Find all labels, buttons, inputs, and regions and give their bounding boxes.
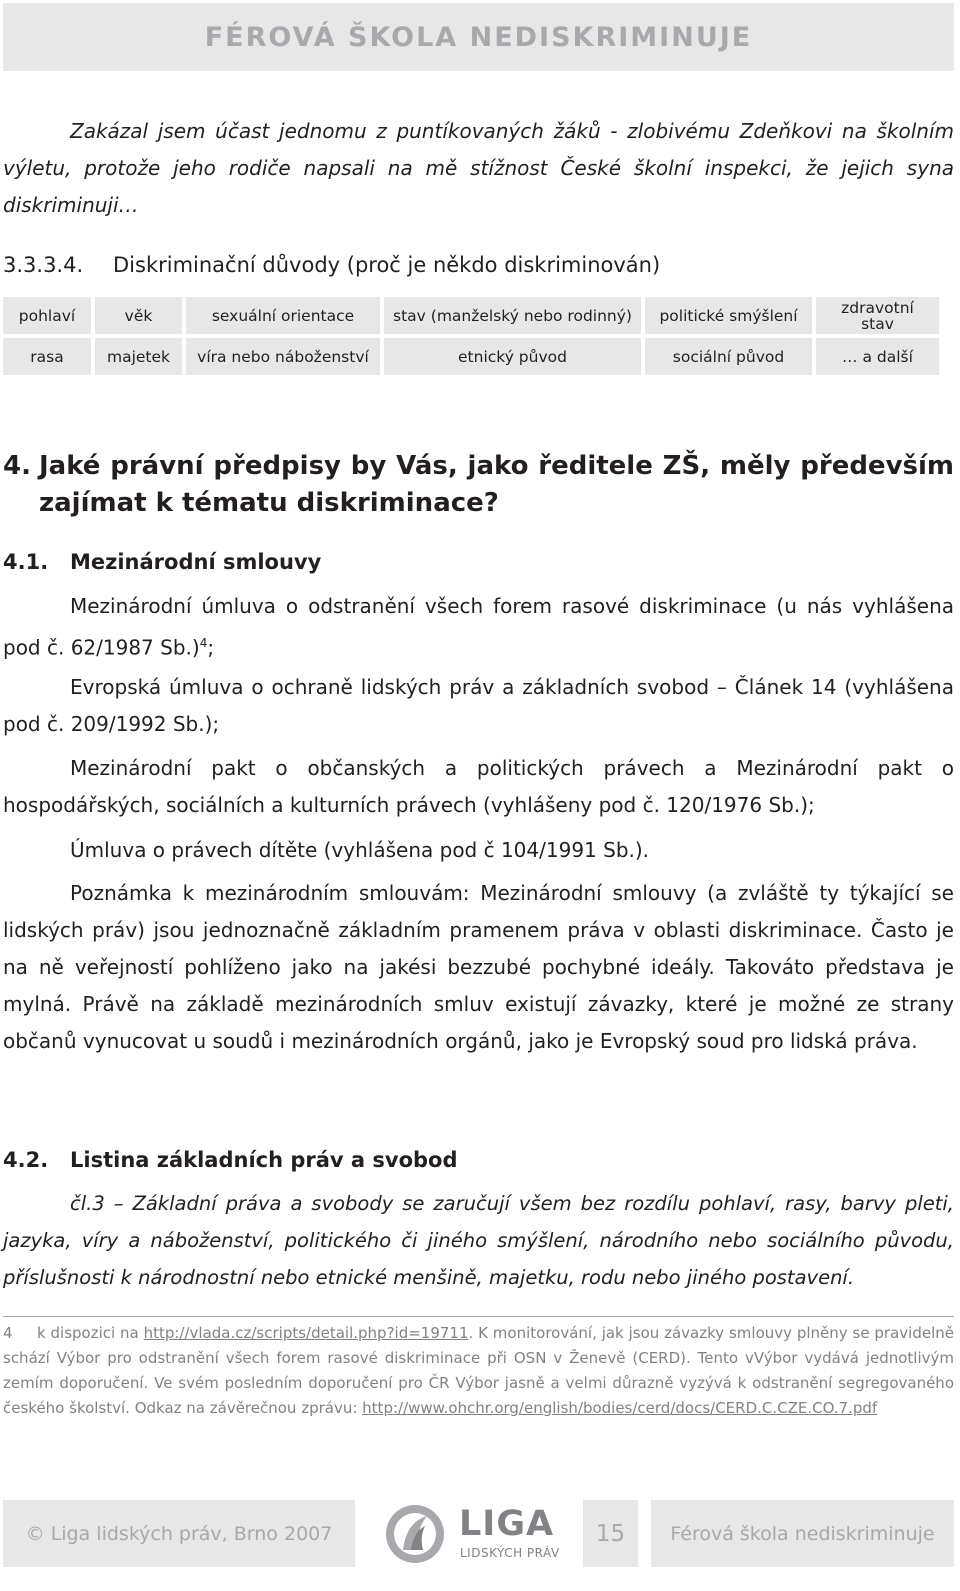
reasons-row: [3, 297, 954, 334]
section-title: Jaké právní předpisy by Vás, jako ředitele ZŠ, měly především zajímat k tématu diskriminace?: [39, 451, 954, 518]
reason-cell: sexuální orientace: [186, 297, 380, 334]
section-number: 4.1.: [3, 550, 49, 574]
logo-wordmark: LIGA: [459, 1504, 555, 1544]
header-title: FÉROVÁ ŠKOLA NEDISKRIMINUJE: [204, 21, 753, 53]
footnote: [3, 1321, 954, 1421]
reasons-row: [3, 338, 954, 375]
section-number: 4.2.: [3, 1148, 49, 1172]
section-title: Listina základních práv a svobod: [70, 1148, 458, 1172]
footnote-ref: 4: [199, 636, 208, 650]
reason-cell: rasa: [3, 338, 91, 375]
footnote-text: . K monitorování, jak jsou závazky smlouvy plněny se pravidelně schází Výbor pro odstranění všech forem rasové diskriminace při OSN v Ženevě (CERD). Tento vVýbor vydává jednotlivým zemím doporučení. Ve svém posledním doporučení pro ČR Výbor jasně a velmi důrazně vyzývá k odstranění segregovaného českého školství. Odkaz na závěrečnou zprávu:: [3, 1324, 954, 1417]
treaty-note: Poznámka k mezinárodním smlouvám: Mezinárodní smlouvy (a zvláště ty týkající se lidských práv) jsou jednoznačně základním pramenem práva v oblasti diskriminace. Často je na ně veřejností pohlíženo jako na jakési bezzubé pochybné ideály. Takováto představa je mylná. Právě na základě mezinárodních smluv existují závazky, které je možné ze strany občanů vynucovat u soudů i mezinárodních orgánů, jako je Evropský soud pro lidská práva.: [3, 881, 954, 1053]
section-4-heading: [3, 448, 954, 522]
copyright-text: © Liga lidských práv, Brno 2007: [25, 1522, 333, 1545]
section-title: Diskriminační důvody (proč je někdo diskriminován): [113, 253, 661, 277]
discrimination-reasons-table: [3, 297, 954, 379]
charter-article: čl.3 – Základní práva a svobody se zaručují všem bez rozdílu pohlaví, rasy, barvy pleti, jazyka, víry a náboženství, politického či jiného smýšlení, národního nebo sociálního původu, příslušnosti k národnostní nebo etnické menšině, majetku, rodu nebo jiného postavení.: [3, 1192, 954, 1289]
section-41-heading: [3, 547, 403, 577]
reason-cell: … a další: [816, 338, 939, 375]
reason-cell: majetek: [95, 338, 182, 375]
footnote-prefix: k dispozici na: [37, 1324, 144, 1342]
section-title: Mezinárodní smlouvy: [70, 550, 322, 574]
treaty-item: Mezinárodní pakt o občanských a politických právech a Mezinárodní pakt o hospodářských, sociálních a kulturních právech (vyhlášeny pod č. 120/1976 Sb.);: [3, 756, 954, 817]
section-number: 3.3.3.4.: [3, 253, 84, 277]
section-number: 4.: [3, 451, 31, 481]
intro-quote: Zakázal jsem účast jednomu z puntíkovaných žáků - zlobivému Zdeňkovi na školním výletu, protože jeho rodiče napsali na mě stížnost České školní inspekci, že jejich syna diskriminuji…: [3, 119, 954, 217]
reason-cell: etnický původ: [384, 338, 641, 375]
section-42-heading: [3, 1145, 503, 1175]
liga-logo: [383, 1500, 583, 1567]
reason-cell: sociální původ: [645, 338, 812, 375]
reason-cell: pohlaví: [3, 297, 91, 334]
treaty-item: Úmluva o právech dítěte (vyhlášena pod č 104/1991 Sb.).: [70, 838, 650, 862]
footnote-link-ohchr[interactable]: http://www.ohchr.org/english/bodies/cerd/docs/CERD.C.CZE.CO.7.pdf: [362, 1399, 878, 1417]
page-header: [3, 3, 954, 71]
treaty-text: Mezinárodní úmluva o odstranění všech forem rasové diskriminace (u nás vyhlášena pod č. 62/1987 Sb.): [3, 594, 954, 660]
page-number-box: [583, 1500, 638, 1567]
treaty-text-end: ;: [207, 635, 215, 660]
footer-title: Férová škola nediskriminuje: [670, 1522, 935, 1545]
footer-title-box: [651, 1500, 954, 1567]
reason-cell: politické smýšlení: [645, 297, 812, 334]
footnote-link-vlada[interactable]: http://vlada.cz/scripts/detail.php?id=19711: [143, 1324, 469, 1342]
reason-cell: věk: [95, 297, 182, 334]
footer-copyright: [3, 1500, 355, 1567]
reason-cell: víra nebo náboženství: [186, 338, 380, 375]
reason-cell: zdravotní stav: [816, 297, 939, 334]
treaty-item: Evropská úmluva o ochraně lidských práv a základních svobod – Článek 14 (vyhlášena pod č. 209/1992 Sb.);: [3, 675, 954, 736]
page-number: 15: [595, 1520, 626, 1547]
footnote-number: 4: [3, 1324, 13, 1342]
footnote-divider: [3, 1316, 954, 1317]
section-3334-heading: [3, 250, 660, 280]
logo-subtitle: LIDSKÝCH PRÁV: [460, 1546, 560, 1560]
treaty-item: [3, 588, 954, 667]
reason-cell: stav (manželský nebo rodinný): [384, 297, 641, 334]
